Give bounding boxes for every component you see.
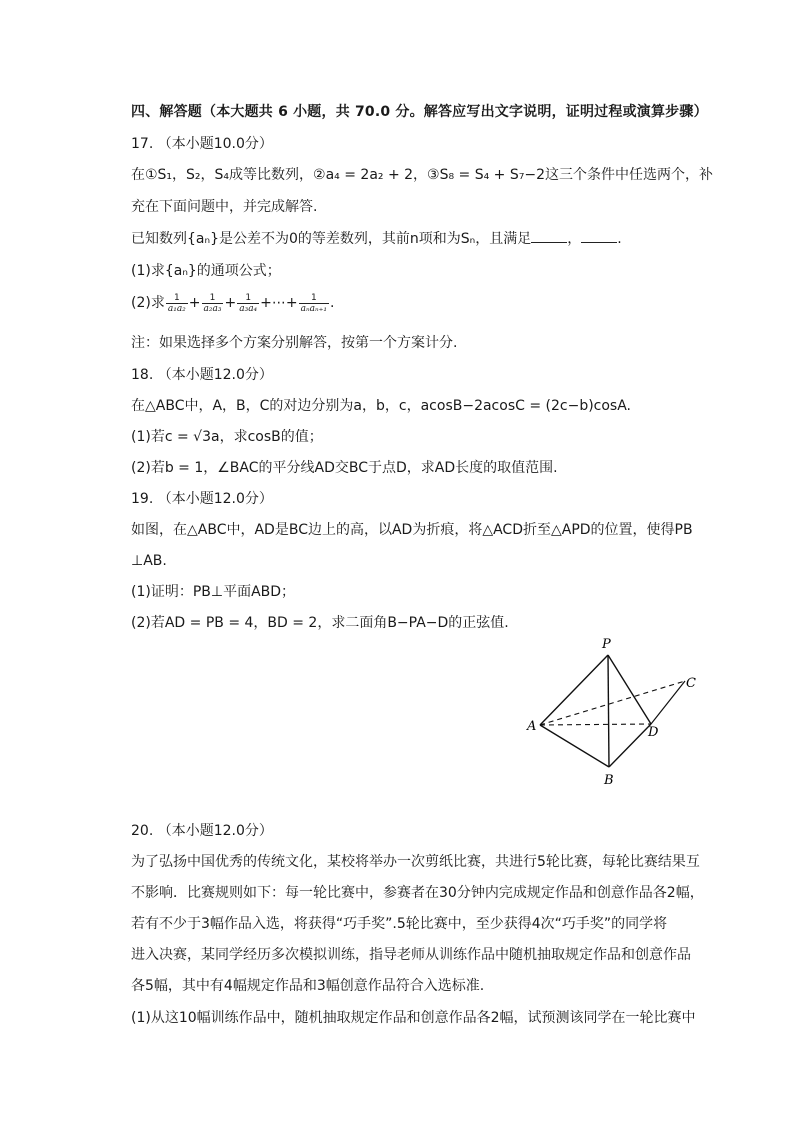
q20-line-2: 不影响．比赛规则如下：每一轮比赛中，参赛者在30分钟内完成规定作品和创意作品各2幅，	[131, 885, 704, 901]
q17-period: .	[617, 231, 622, 247]
q17-stem-line-2: 充在下面问题中，并完成解答.	[131, 199, 318, 215]
q19-title	[131, 490, 273, 508]
label-A: A	[527, 719, 537, 734]
fraction-3	[237, 293, 259, 314]
answer-blank-2	[581, 230, 617, 243]
edge-PA	[540, 655, 608, 725]
q20-number: 20.	[131, 823, 154, 839]
q19-part-1: (1)证明：PB⊥平面ABD；	[131, 584, 296, 600]
q20-score: （本小题12.0分）	[157, 823, 273, 839]
edge-AD-dashed	[540, 724, 651, 725]
q20-line-4: 进入决赛，某同学经历多次模拟训练，指导老师从训练作品中随机抽取规定作品和创意作品	[131, 947, 691, 963]
fraction-1	[166, 293, 188, 314]
q18-part-2: (2)若b = 1，∠BAC的平分线AD交BC于点D，求AD长度的取值范围.	[131, 460, 558, 476]
plus-sign: +	[224, 295, 237, 311]
plus-sign: +	[188, 295, 201, 311]
q17-part-1: (1)求{aₙ}的通项公式；	[131, 263, 281, 279]
q19-part-2: (2)若AD = PB = 4，BD = 2，求二面角B−PA−D的正弦值.	[131, 615, 509, 631]
q20-line-3: 若有不少于3幅作品入选，将获得“巧手奖”.5轮比赛中，至少获得4次“巧手奖”的同学将	[131, 916, 668, 932]
q19-number: 19.	[131, 491, 154, 507]
q17-stem-line-1: 在①S₁，S₂，S₄成等比数列，②a₄ = 2a₂ + 2，③S₈ = S₄ + S₇−2这三个条件中任选两个，补	[131, 167, 714, 183]
edge-PD	[608, 655, 651, 724]
fraction-1-numerator: 1	[173, 292, 180, 303]
q18-score: （本小题12.0分）	[157, 367, 273, 383]
label-P: P	[602, 637, 611, 652]
q17-stem-text: 已知数列{aₙ}是公差不为0的等差数列，其前n项和为Sₙ，且满足	[131, 231, 532, 247]
q19-stem-line-2: ⊥AB.	[131, 553, 167, 569]
q18-stem: 在△ABC中，A，B，C的对边分别为a，b，c，acosB−2acosC = (2c−b)cosA.	[131, 398, 632, 414]
fraction-n-denominator: aₙaₙ₊₁	[300, 303, 328, 314]
fraction-1-denominator: a₁a₂	[167, 303, 186, 314]
q17-note: 注：如果选择多个方案分别解答，按第一个方案计分.	[131, 335, 458, 351]
label-B: B	[604, 773, 614, 788]
edge-DC	[651, 681, 685, 724]
answer-blank-1	[531, 230, 567, 243]
q17-stem-line-3	[131, 230, 622, 248]
plus-sign: +	[260, 295, 272, 311]
edge-AB	[540, 725, 609, 767]
q20-line-5: 各5幅，其中有4幅规定作品和3幅创意作品符合入选标准.	[131, 978, 485, 994]
q19-stem-line-1: 如图，在△ABC中，AD是BC边上的高，以AD为折痕，将△ACD折至△APD的位置，使得PB	[131, 522, 693, 538]
q19-score: （本小题12.0分）	[157, 491, 273, 507]
q20-line-1: 为了弘扬中国优秀的传统文化，某校将举办一次剪纸比赛，共进行5轮比赛，每轮比赛结果互	[131, 854, 700, 870]
fraction-2	[202, 293, 224, 314]
q17-comma: ，	[567, 231, 582, 247]
plus-sign: +	[285, 295, 298, 311]
q17-title	[131, 135, 273, 153]
label-D: D	[648, 725, 659, 740]
edge-BD	[609, 724, 651, 767]
fraction-n	[299, 293, 329, 314]
ellipsis: ⋯	[271, 295, 286, 311]
fraction-n-numerator: 1	[310, 292, 317, 303]
q17-score: （本小题10.0分）	[157, 136, 273, 152]
fraction-2-numerator: 1	[209, 292, 216, 303]
q20-line-6: (1)从这10幅训练作品中，随机抽取规定作品和创意作品各2幅，试预测该同学在一轮比赛中	[131, 1010, 696, 1026]
label-C: C	[686, 676, 696, 691]
fraction-3-denominator: a₃a₄	[239, 303, 258, 314]
tetrahedron-figure	[520, 630, 710, 790]
edge-PB	[608, 655, 609, 767]
fraction-3-numerator: 1	[245, 292, 252, 303]
q20-title	[131, 822, 273, 840]
section-header: 四、解答题（本大题共 6 小题，共 70.0 分。解答应写出文字说明，证明过程或演算步骤）	[131, 104, 708, 120]
q17-number: 17.	[131, 136, 154, 152]
q18-number: 18.	[131, 367, 154, 383]
q17-part-2	[131, 290, 334, 316]
fraction-2-denominator: a₂a₃	[203, 303, 222, 314]
q17-part-2-prefix: (2)求	[131, 295, 165, 311]
q17-part-2-suffix: .	[330, 295, 335, 311]
q18-part-1: (1)若c = √3a，求cosB的值；	[131, 429, 323, 445]
q18-title	[131, 366, 273, 384]
